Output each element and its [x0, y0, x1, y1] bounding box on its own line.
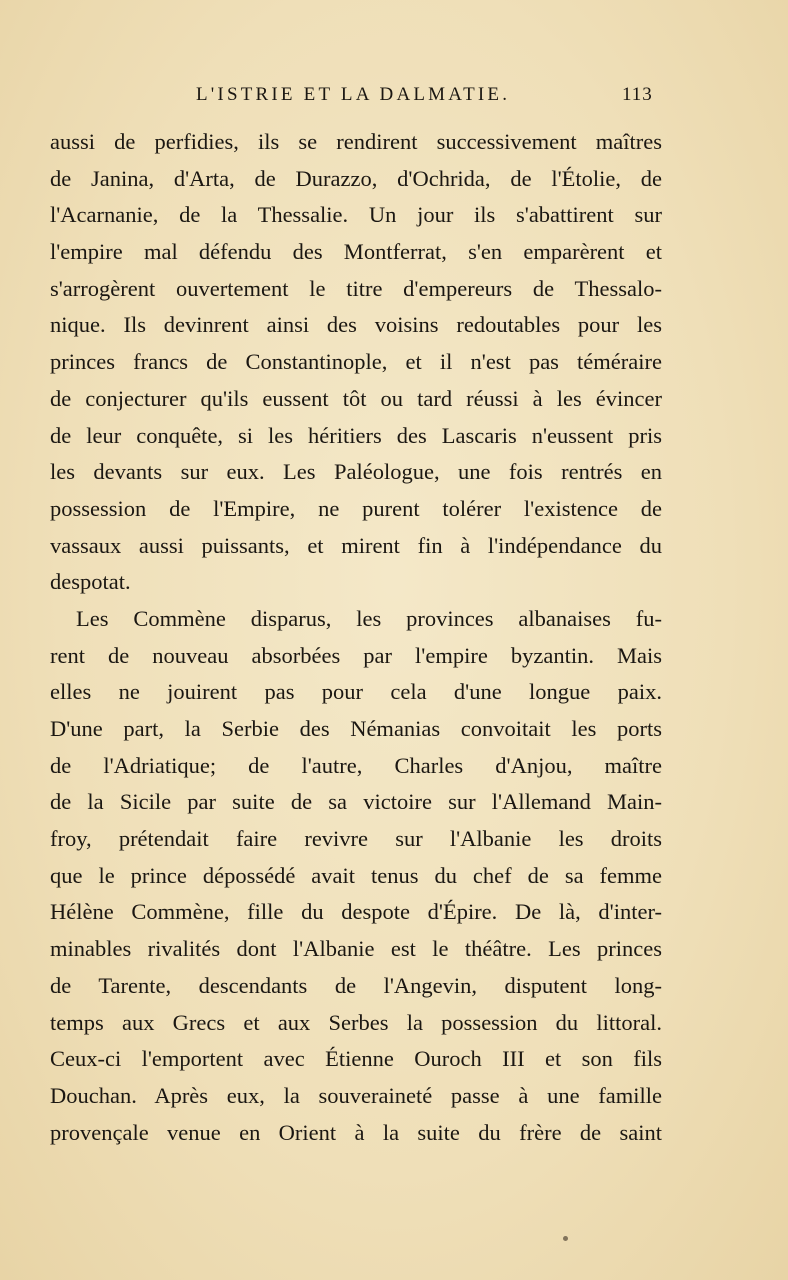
- text-line: rent de nouveau absorbées par l'empire byzantin. Mais: [50, 642, 662, 668]
- text-line: s'arrogèrent ouvertement le titre d'empereurs de Thessalo-: [50, 275, 662, 301]
- text-line: D'une part, la Serbie des Némanias convoitait les ports: [50, 716, 662, 741]
- text-line: l'empire mal défendu des Montferrat, s'en emparèrent et: [50, 239, 662, 265]
- text-line: de la Sicile par suite de sa victoire sur l'Allemand Main-: [50, 789, 662, 815]
- body-text: [50, 124, 662, 1151]
- text-line: Les Commène disparus, les provinces albanaises fu-: [76, 605, 662, 631]
- text-line: les devants sur eux. Les Paléologue, une fois rentrés en: [50, 459, 662, 485]
- text-line: despotat.: [50, 569, 131, 595]
- text-line: l'Acarnanie, de la Thessalie. Un jour ils s'abattirent sur: [50, 202, 662, 228]
- paragraph-2: [50, 601, 662, 1151]
- text-line: princes francs de Constantinople, et il n'est pas téméraire: [50, 349, 662, 375]
- text-line: Hélène Commène, fille du despote d'Épire. De là, d'inter-: [50, 899, 662, 925]
- text-line: provençale venue en Orient à la suite du frère de saint: [50, 1119, 662, 1145]
- text-line: de l'Adriatique; de l'autre, Charles d'Anjou, maître: [50, 752, 662, 778]
- text-line: Ceux-ci l'emportent avec Étienne Ouroch III et son fils: [50, 1046, 662, 1072]
- running-head: [0, 84, 788, 114]
- text-line: Douchan. Après eux, la souveraineté passe à une famille: [50, 1082, 662, 1108]
- text-line: minables rivalités dont l'Albanie est le théâtre. Les princes: [50, 936, 662, 962]
- text-line: que le prince dépossédé avait tenus du chef de sa femme: [50, 862, 662, 888]
- paragraph-1: [50, 124, 662, 601]
- running-title: L'ISTRIE ET LA DALMATIE.: [196, 84, 511, 105]
- text-line: de conjecturer qu'ils eussent tôt ou tard réussi à les évincer: [50, 385, 662, 411]
- printer-mark: [563, 1236, 568, 1241]
- text-line: de Tarente, descendants de l'Angevin, disputent long-: [50, 972, 662, 998]
- text-line: de leur conquête, si les héritiers des Lascaris n'eussent pris: [50, 422, 662, 448]
- text-line: froy, prétendait faire revivre sur l'Albanie les droits: [50, 826, 662, 852]
- text-line: elles ne jouirent pas pour cela d'une longue paix.: [50, 679, 662, 705]
- text-line: possession de l'Empire, ne purent tolérer l'existence de: [50, 495, 662, 521]
- text-line: de Janina, d'Arta, de Durazzo, d'Ochrida, de l'Étolie, de: [50, 165, 662, 191]
- text-line: temps aux Grecs et aux Serbes la possession du littoral.: [50, 1009, 662, 1035]
- text-line: nique. Ils devinrent ainsi des voisins redoutables pour les: [50, 312, 662, 338]
- text-line: vassaux aussi puissants, et mirent fin à l'indépendance du: [50, 532, 662, 558]
- text-line: aussi de perfidies, ils se rendirent successivement maîtres: [50, 129, 662, 154]
- page-number: 113: [622, 84, 653, 105]
